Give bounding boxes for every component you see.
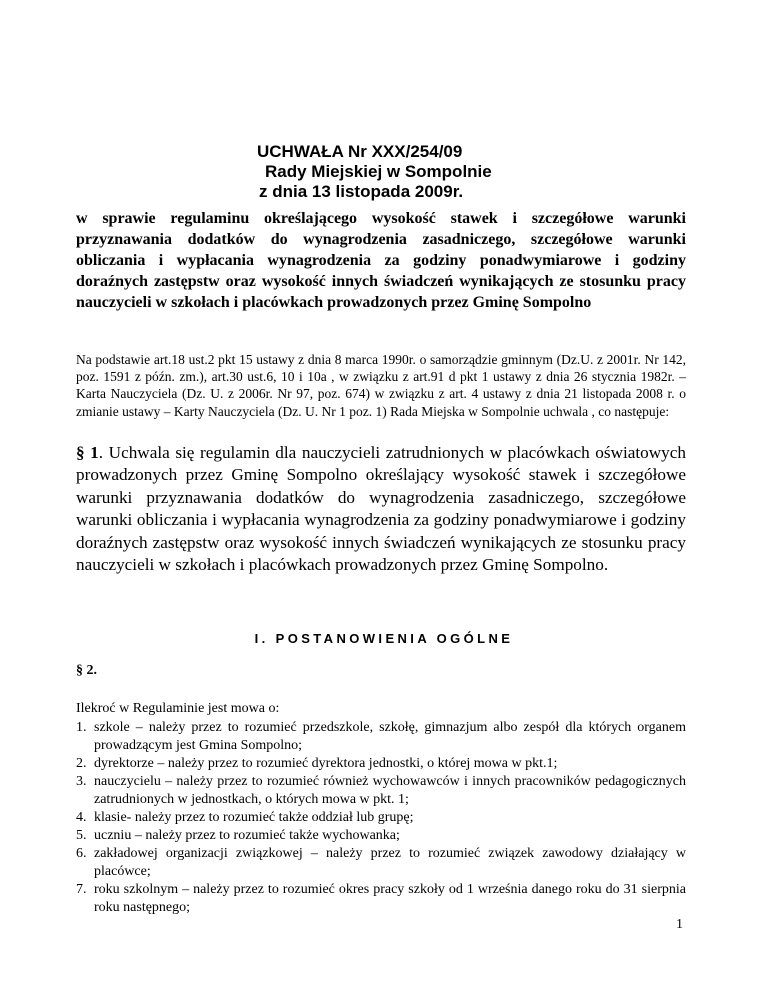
list-item-text: klasie- należy przez to rozumieć także oddział lub grupę; <box>94 810 414 825</box>
list-item-number: 1. <box>76 720 87 735</box>
section-2-mark: § 2. <box>76 663 97 678</box>
section-1-text: . Uchwala się regulamin dla nauczycieli zatrudnionych w placówkach oświatowych prowadzonych przez Gminę Sompolno określający wysokość stawek i szczegółowe warunki przyznawania dodatków do wynagrodzenia zasadniczego, szczegółowe warunki obliczania i wypłacania wynagrodzenia za godziny ponadwymiarowe i godziny doraźnych zastępstw oraz wysokość innych świadczeń wynikających ze stosunku pracy nauczycieli w szkołach i placówkach prowadzonych przez Gminę Sompolno. <box>76 443 686 575</box>
definitions-intro: Ilekroć w Regulaminie jest mowa o: <box>76 701 280 716</box>
list-item <box>76 773 686 809</box>
list-item-number: 3. <box>76 774 87 789</box>
list-item-number: 7. <box>76 882 87 897</box>
list-item-number: 2. <box>76 756 87 771</box>
list-item <box>76 809 686 827</box>
chapter-heading <box>0 631 768 646</box>
section-1-paragraph <box>76 442 686 576</box>
resolution-number: UCHWAŁA Nr XXX/254/09 <box>257 142 463 161</box>
resolution-date: z dnia 13 listopada 2009r. <box>259 182 464 201</box>
section-1-mark: § 1 <box>76 443 99 462</box>
list-item-number: 4. <box>76 810 87 825</box>
legal-basis-preamble: Na podstawie art.18 ust.2 pkt 15 ustawy z dnia 8 marca 1990r. o samorządzie gminnym (Dz.U. z 2001r. Nr 142, poz. 1591 z późn. zm.), art.30 ust.6, 10 i 10a , w związku z art.91 d pkt 1 ustawy z dnia 26 stycznia 1982r. – Karta Nauczyciela (Dz. U. z 2006r. Nr 97, poz. 674) w związku z art. 4 ustawy z dnia 21 listopada 2008 r. o zmianie ustawy – Karty Nauczyciela (Dz. U. Nr 1 poz. 1) Rada Miejska w Sompolnie uchwala , co następuje: <box>76 352 686 419</box>
definitions-list <box>76 719 686 917</box>
list-item <box>76 845 686 881</box>
council-name: Rady Miejskiej w Sompolnie <box>265 162 492 181</box>
chapter-title: . POSTANOWIENIA OGÓLNE <box>261 631 514 646</box>
list-item-text: uczniu – należy przez to rozumieć także wychowanka; <box>94 828 400 843</box>
list-item-text: nauczycielu – należy przez to rozumieć również wychowawców i innych pracowników pedagogicznych zatrudnionych w jednostkach, o których mowa w pkt. 1; <box>94 774 686 807</box>
list-item <box>76 755 686 773</box>
list-item <box>76 881 686 917</box>
chapter-number: I <box>254 631 262 646</box>
list-item-number: 6. <box>76 846 87 861</box>
list-item <box>76 719 686 755</box>
list-item-text: roku szkolnym – należy przez to rozumieć okres pracy szkoły od 1 września danego roku do 31 sierpnia roku następnego; <box>94 882 686 915</box>
list-item-text: szkole – należy przez to rozumieć przedszkole, szkołę, gimnazjum albo zespół dla których organem prowadzącym jest Gmina Sompolno; <box>94 720 686 753</box>
list-item-text: dyrektorze – należy przez to rozumieć dyrektora jednostki, o której mowa w pkt.1; <box>94 756 558 771</box>
resolution-subject: w sprawie regulaminu określającego wysokość stawek i szczegółowe warunki przyznawania dodatków do wynagrodzenia zasadniczego, szczegółowe warunki obliczania i wypłacania wynagrodzenia za godziny ponadwymiarowe i godziny doraźnych zastępstw oraz wysokość innych świadczeń wynikających ze stosunku pracy nauczycieli w szkołach i placówkach prowadzonych przez Gminę Sompolno <box>76 210 686 311</box>
list-item-text: zakładowej organizacji związkowej – należy przez to rozumieć związek zawodowy działający w placówce; <box>94 846 686 879</box>
page-number: 1 <box>676 917 683 932</box>
list-item-number: 5. <box>76 828 87 843</box>
list-item <box>76 827 686 845</box>
